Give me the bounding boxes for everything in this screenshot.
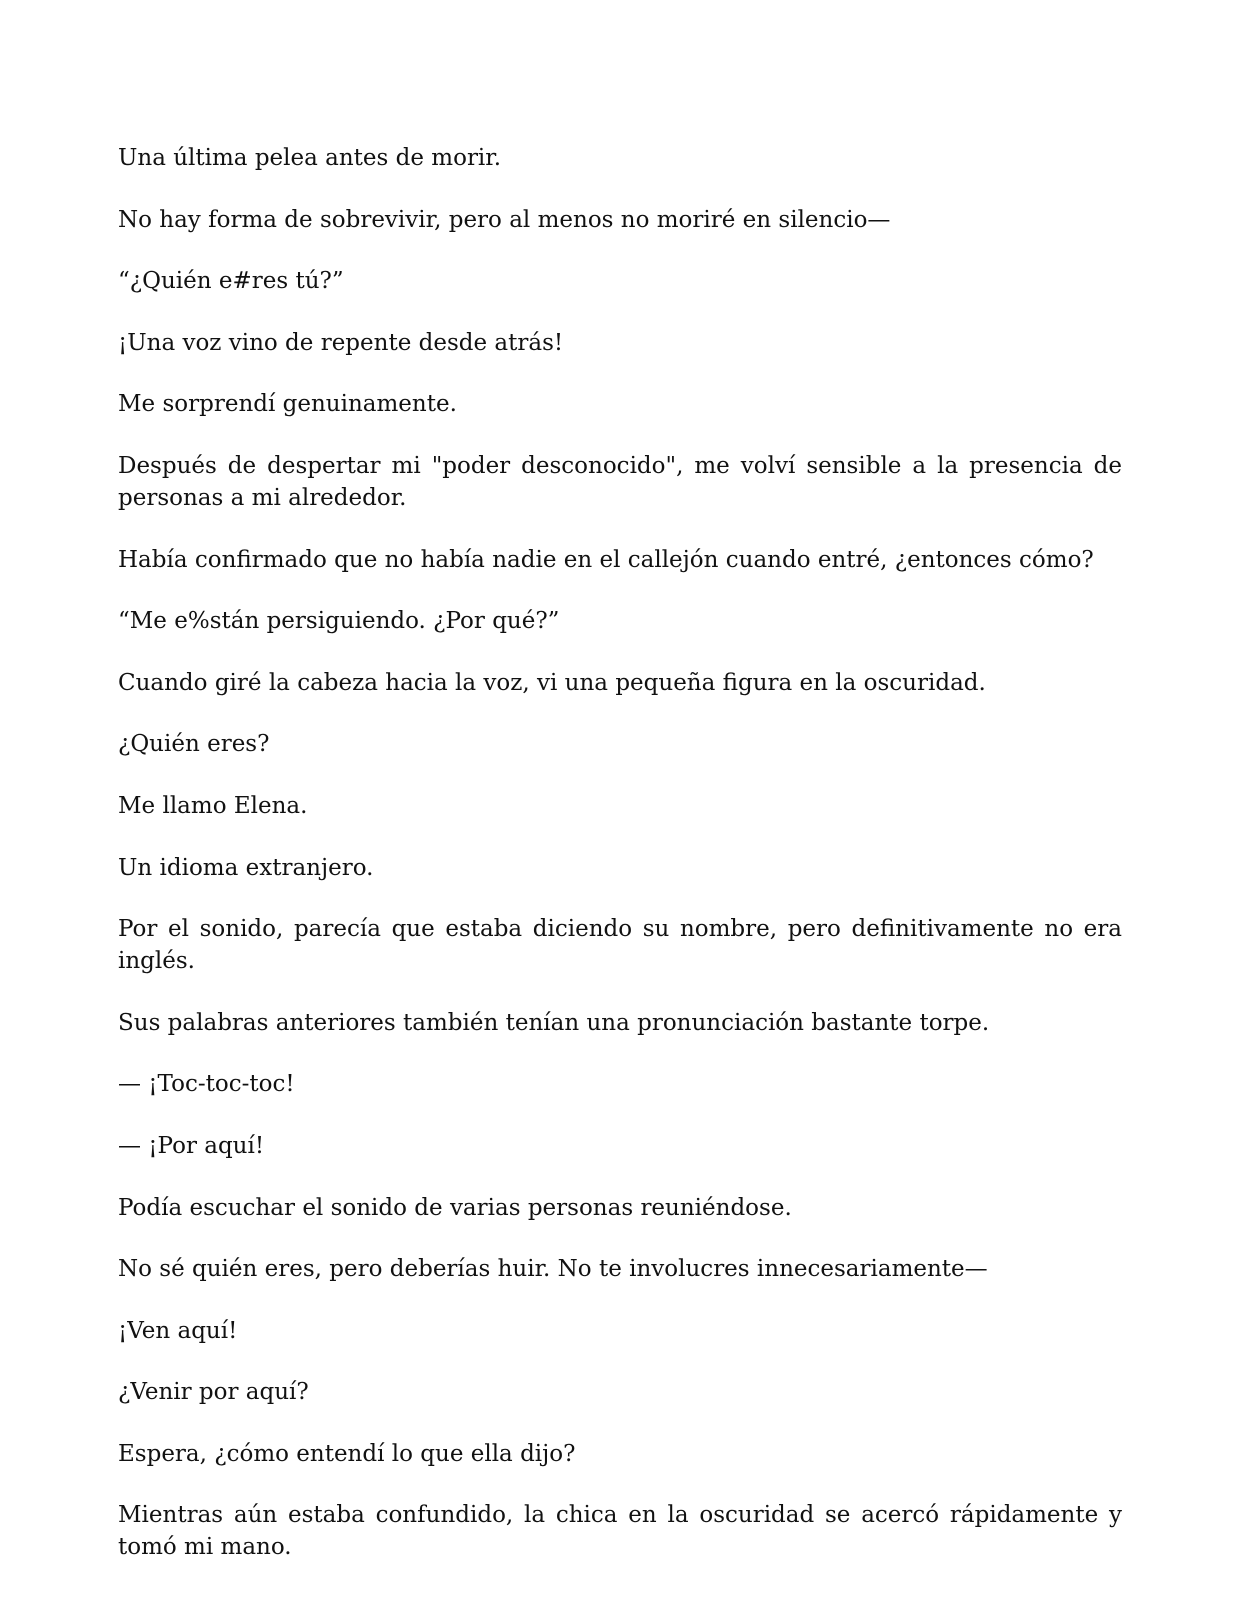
paragraph: ¿Venir por aquí?	[118, 1379, 309, 1406]
paragraph: ¿Quién eres?	[118, 731, 270, 758]
paragraph: Me llamo Elena.	[118, 792, 308, 819]
paragraph: Mientras aún estaba confundido, la chica en la oscuridad se acercó rápidamente y tomó mi mano.	[118, 1502, 1122, 1561]
paragraph: Sus palabras anteriores también tenían una pronunciación bastante torpe.	[118, 1009, 990, 1036]
paragraph: Una última pelea antes de morir.	[118, 145, 502, 171]
paragraph: Después de despertar mi "poder desconocido", me volví sensible a la presencia de personas a mi alrededor.	[118, 452, 1122, 511]
paragraph: Espera, ¿cómo entendí lo que ella dijo?	[118, 1440, 576, 1467]
paragraph: ¡Una voz vino de repente desde atrás!	[118, 329, 564, 356]
paragraph: No sé quién eres, pero deberías huir. No te involucres innecesariamente—	[118, 1256, 988, 1283]
paragraph: No hay forma de sobrevivir, pero al menos no moriré en silencio—	[118, 206, 891, 233]
paragraph: Había confirmado que no había nadie en el callejón cuando entré, ¿entonces cómo?	[118, 546, 1094, 573]
paragraph: Podía escuchar el sonido de varias personas reuniéndose.	[118, 1194, 792, 1221]
paragraph: — ¡Toc-toc-toc!	[118, 1071, 295, 1098]
paragraph: “Me e%stán persiguiendo. ¿Por qué?”	[118, 608, 560, 635]
paragraph: Un idioma extranjero.	[118, 854, 374, 881]
paragraph: ¡Ven aquí!	[118, 1317, 238, 1344]
paragraph: Cuando giré la cabeza hacia la voz, vi una pequeña figura en la oscuridad.	[118, 669, 986, 696]
body-text	[118, 142, 1122, 1593]
paragraph: “¿Quién e#res tú?”	[118, 268, 344, 295]
paragraph: Me sorprendí genuinamente.	[118, 391, 457, 418]
paragraph: Por el sonido, parecía que estaba diciendo su nombre, pero definitivamente no era inglés.	[118, 916, 1122, 975]
paragraph: — ¡Por aquí!	[118, 1132, 265, 1159]
